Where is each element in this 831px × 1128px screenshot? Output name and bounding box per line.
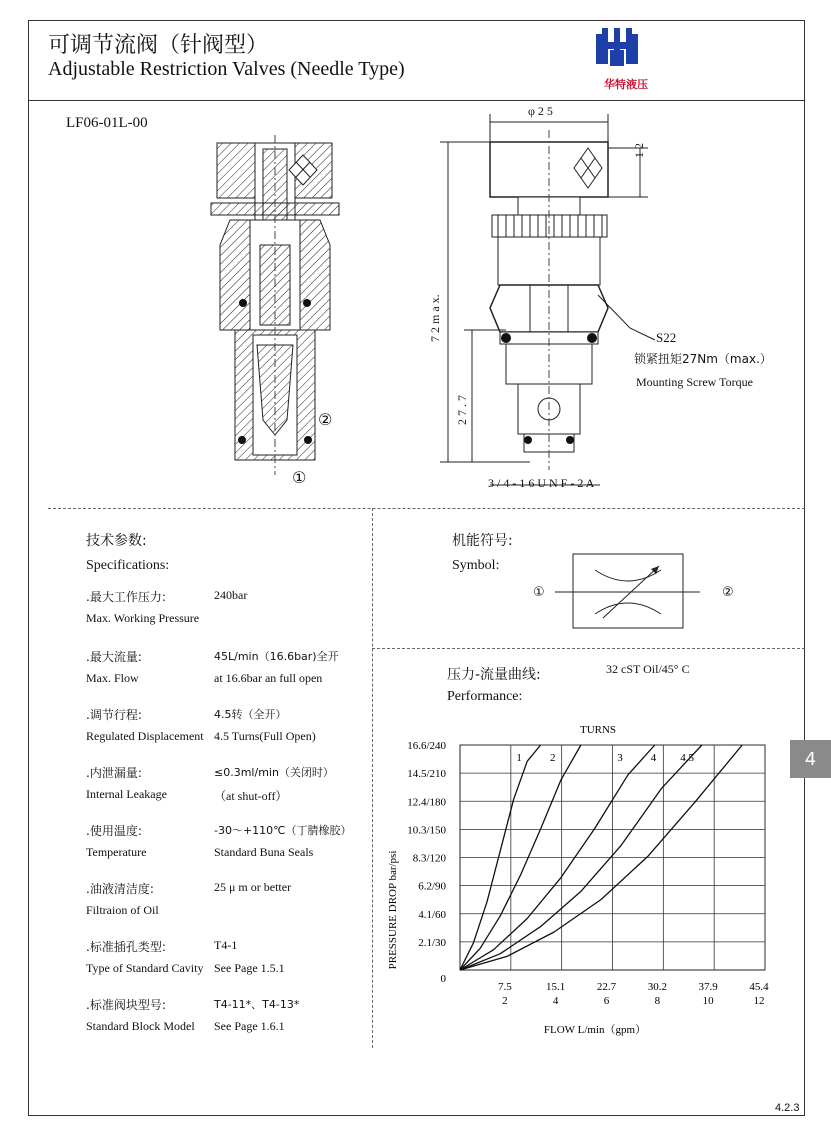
y-tick-label: 0 xyxy=(440,973,446,985)
chart-canvas xyxy=(380,715,790,1045)
torque-cn: 锁紧扭矩27Nm（max.） xyxy=(634,352,772,366)
dim-diameter-25: φ 2 5 xyxy=(528,104,553,118)
spec-label-en: Type of Standard Cavity xyxy=(86,961,204,975)
x-tick-label-lpm: 37.9 xyxy=(698,981,718,993)
x-tick-label-gpm: 2 xyxy=(502,995,508,1007)
dim-72-max: 7 2 m a x. xyxy=(428,294,442,342)
y-axis-label: PRESSURE DROP bar/psi xyxy=(387,850,399,970)
section-tab[interactable]: 4 xyxy=(790,740,831,778)
x-tick-label-gpm: 4 xyxy=(552,995,559,1007)
spec-value: 25 μ m or better xyxy=(214,880,292,894)
page-number: 4.2.3 xyxy=(775,1102,800,1114)
spec-value: 4.5转（全开） xyxy=(214,708,287,721)
spec-heading-en: Specifications: xyxy=(86,558,170,573)
dim-12: 1 2 xyxy=(632,143,646,158)
spec-label-cn: .最大工作压力: xyxy=(86,590,166,604)
hex-size: S22 xyxy=(656,330,677,345)
oil-note: 32 cST Oil/45° C xyxy=(606,662,690,676)
spec-label-cn: .最大流量: xyxy=(86,650,142,664)
y-tick-label: 16.6/240 xyxy=(407,740,446,752)
logo-text: 华特液压 xyxy=(604,79,648,91)
series-label-4.5: 4.5 xyxy=(680,752,695,764)
y-tick-label: 8.3/120 xyxy=(412,852,446,865)
y-tick-label: 2.1/30 xyxy=(418,936,446,949)
restrictor-symbol xyxy=(555,552,700,632)
y-tick-label: 10.3/150 xyxy=(407,824,446,837)
chart-title: TURNS xyxy=(579,724,617,736)
x-tick-label-lpm: 45.4 xyxy=(749,981,769,993)
spec-value-2: Standard Buna Seals xyxy=(214,845,314,859)
spec-value-2: at 16.6bar an full open xyxy=(214,671,323,685)
y-tick-label: 4.1/60 xyxy=(418,908,446,921)
x-tick-label-gpm: 10 xyxy=(702,995,714,1007)
symbol-port-2: ② xyxy=(722,585,734,600)
spec-value: ≤0.3ml/min（关闭时） xyxy=(214,766,334,779)
series-label-3: 3 xyxy=(617,752,623,764)
thread-spec: 3 / 4 - 1 6 U N F - 2 A xyxy=(488,476,595,490)
spec-value: T4-11*、T4-13* xyxy=(214,998,300,1011)
performance-heading-cn: 压力-流量曲线: xyxy=(447,667,541,683)
external-view-drawing xyxy=(430,100,790,500)
port-2-label: ② xyxy=(318,410,333,429)
torque-en: Mounting Screw Torque xyxy=(636,375,753,389)
x-tick-label-lpm: 15.1 xyxy=(546,981,566,993)
spec-label-en: Max. Flow xyxy=(86,671,139,685)
spec-value-2: See Page 1.5.1 xyxy=(214,961,285,975)
spec-value: 240bar xyxy=(214,588,248,602)
x-tick-label-lpm: 22.7 xyxy=(596,981,617,993)
y-tick-label: 12.4/180 xyxy=(407,796,446,809)
x-tick-label-gpm: 8 xyxy=(654,995,661,1007)
spec-label-cn: .内泄漏量: xyxy=(86,766,142,780)
spec-label-cn: .油液清洁度: xyxy=(86,882,154,896)
spec-label-cn: .标准阀块型号: xyxy=(86,998,166,1012)
performance-chart xyxy=(380,715,790,1045)
spec-label-en: Filtraion of Oil xyxy=(86,903,159,917)
spec-value-2: See Page 1.6.1 xyxy=(214,1019,285,1033)
title-english: Adjustable Restriction Valves (Needle Type) xyxy=(48,58,405,80)
spec-label-en: Max. Working Pressure xyxy=(86,611,200,625)
symbol-divider xyxy=(372,648,805,649)
spec-label-cn: .调节行程: xyxy=(86,708,142,722)
x-tick-label-gpm: 12 xyxy=(753,995,765,1007)
spec-value-2: 4.5 Turns(Full Open) xyxy=(214,729,316,743)
series-label-4: 4 xyxy=(650,752,657,764)
mid-divider xyxy=(48,508,805,509)
x-tick-label-gpm: 6 xyxy=(603,995,610,1007)
model-number: LF06-01L-00 xyxy=(66,115,148,131)
spec-label-en: Standard Block Model xyxy=(86,1019,195,1033)
spec-label-cn: .标准插孔类型: xyxy=(86,940,166,954)
x-tick-label-lpm: 7.5 xyxy=(497,981,512,993)
spec-value: -30～+110℃（丁腈橡胶） xyxy=(214,824,352,837)
spec-label-en: Regulated Displacement xyxy=(86,729,204,743)
spec-value: T4-1 xyxy=(214,938,238,952)
performance-heading-en: Performance: xyxy=(447,689,523,704)
chart-grid xyxy=(460,745,765,970)
spec-label-cn: .使用温度: xyxy=(86,824,142,838)
title-chinese: 可调节流阀（针阀型） xyxy=(48,33,269,58)
section-view-drawing xyxy=(205,135,345,495)
spec-value-2: （at shut-off） xyxy=(214,789,288,803)
x-axis-label: FLOW L/min（gpm） xyxy=(543,1024,647,1036)
y-tick-label: 14.5/210 xyxy=(407,768,446,781)
spec-label-en: Temperature xyxy=(86,845,147,859)
spec-label-en: Internal Leakage xyxy=(86,787,167,801)
port-1-label: ① xyxy=(292,468,307,487)
symbol-heading-en: Symbol: xyxy=(452,558,500,573)
series-label-2: 2 xyxy=(550,752,556,764)
symbol-heading-cn: 机能符号: xyxy=(452,533,513,549)
y-tick-label: 6.2/90 xyxy=(418,880,446,893)
company-logo xyxy=(588,26,660,96)
vertical-divider xyxy=(372,508,373,1048)
spec-value: 45L/min（16.6bar)全开 xyxy=(214,650,339,663)
symbol-port-1: ① xyxy=(533,585,545,600)
x-tick-label-lpm: 30.2 xyxy=(647,981,667,993)
spec-heading-cn: 技术参数: xyxy=(86,533,147,549)
series-label-1: 1 xyxy=(516,752,522,764)
dim-27-7: 2 7 . 7 xyxy=(455,395,469,425)
